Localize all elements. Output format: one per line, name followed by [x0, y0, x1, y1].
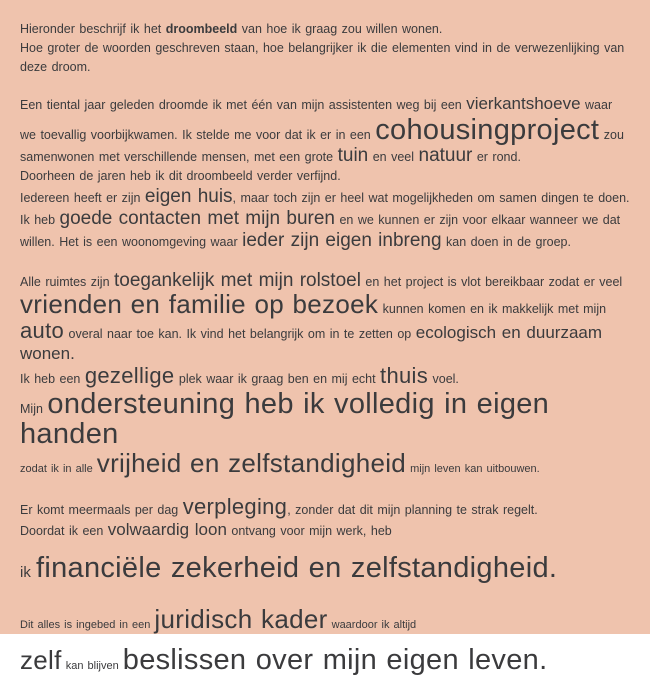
- text-segment: beslissen over mijn eigen leven.: [122, 644, 548, 677]
- text-segment: overal naar toe kan. Ik vind het belangrijk om in te zetten op: [64, 327, 416, 342]
- text-segment: toegankelijk met mijn rolstoel: [114, 269, 361, 291]
- text-segment: en veel: [368, 150, 419, 165]
- text-segment: ecologisch en duurzaam wonen.: [20, 323, 603, 363]
- text-segment: Mijn: [20, 402, 48, 417]
- text-segment: zou samenwonen met verschillende mensen, met een grote: [20, 128, 624, 165]
- text-segment: eigen huis: [144, 186, 233, 208]
- text-segment: Doordat ik een: [20, 524, 108, 539]
- text-segment: van hoe ik graag zou willen wonen.: [237, 22, 443, 36]
- paragraph-dream: [20, 94, 632, 251]
- text-segment: droombeeld: [165, 22, 238, 36]
- paragraph-intro: [20, 20, 632, 76]
- text-segment: zodat ik in alle: [20, 462, 97, 475]
- text-segment: vierkantshoeve: [466, 94, 581, 114]
- text-segment: Iedereen heeft er zijn: [20, 191, 145, 206]
- text-segment: natuur: [418, 145, 473, 167]
- text-segment: juridisch kader: [154, 604, 328, 635]
- text-segment: financiële zekerheid en zelfstandigheid.: [36, 551, 558, 584]
- text-segment: zelf: [20, 645, 62, 676]
- text-segment: thuis: [380, 363, 429, 389]
- text-segment: er rond.: [472, 150, 521, 165]
- text-segment: kan doen in de groep.: [441, 234, 571, 249]
- text-segment: auto: [20, 318, 65, 344]
- paragraph-access: [20, 270, 632, 478]
- text-segment: verpleging: [182, 494, 288, 520]
- text-segment: Ik heb een: [20, 372, 85, 387]
- paragraph-care: [20, 495, 632, 541]
- text-segment: waar we toevallig voorbijkwamen. Ik stelde me voor dat ik er in een: [20, 98, 613, 142]
- word-cloud: [20, 20, 632, 681]
- paragraph-finance: [20, 553, 632, 583]
- text-segment: kan blijven: [61, 660, 123, 673]
- text-segment: ik: [20, 563, 36, 581]
- text-segment: gezellige: [84, 363, 175, 389]
- text-segment: voel.: [428, 372, 459, 387]
- text-segment: cohousingproject: [375, 114, 600, 146]
- text-segment: ondersteuning heb ik volledig in eigen handen: [20, 388, 550, 451]
- text-segment: Hoe groter de woorden geschreven staan, hoe belangrijker ik die elementen vind in de verwezenlijking van deze droom.: [20, 40, 625, 74]
- text-segment: en we kunnen er zijn voor elkaar wanneer we dat willen. Het is een woonomgeving waar: [20, 212, 621, 249]
- text-segment: en het project is vlot bereikbaar zodat er veel: [360, 274, 623, 289]
- text-segment: Er komt meermaals per dag: [20, 503, 183, 518]
- text-segment: , maar toch zijn er heel wat mogelijkheden om samen dingen te doen. Ik heb: [20, 191, 630, 227]
- text-segment: Dit alles is ingebed in een: [20, 619, 155, 632]
- text-segment: mijn leven kan uitbouwen.: [406, 462, 540, 475]
- text-segment: vrienden en familie op bezoek: [20, 289, 379, 320]
- text-segment: Hieronder beschrijf ik het: [20, 22, 166, 36]
- text-segment: waardoor ik altijd: [327, 619, 417, 632]
- text-segment: vrijheid en zelfstandigheid: [96, 447, 407, 478]
- text-segment: ontvang voor mijn werk, heb: [226, 524, 392, 539]
- text-segment: Een tiental jaar geleden droomde ik met één van mijn assistenten weg bij een: [20, 98, 467, 113]
- text-segment: volwaardig loon: [107, 520, 227, 540]
- text-segment: goede contacten met mijn buren: [59, 207, 335, 229]
- text-segment: Alle ruimtes zijn: [20, 274, 114, 289]
- text-segment: kunnen komen en ik makkelijk met mijn: [378, 302, 607, 317]
- text-segment: ieder zijn eigen inbreng: [242, 229, 442, 251]
- text-segment: , zonder dat dit mijn planning te strak regelt.: [287, 503, 538, 518]
- paragraph-legal: [20, 601, 632, 681]
- text-segment: Doorheen de jaren heb ik dit droombeeld verder verfijnd.: [20, 169, 341, 184]
- text-segment: plek waar ik graag ben en mij echt: [174, 372, 381, 387]
- text-segment: tuin: [337, 145, 369, 167]
